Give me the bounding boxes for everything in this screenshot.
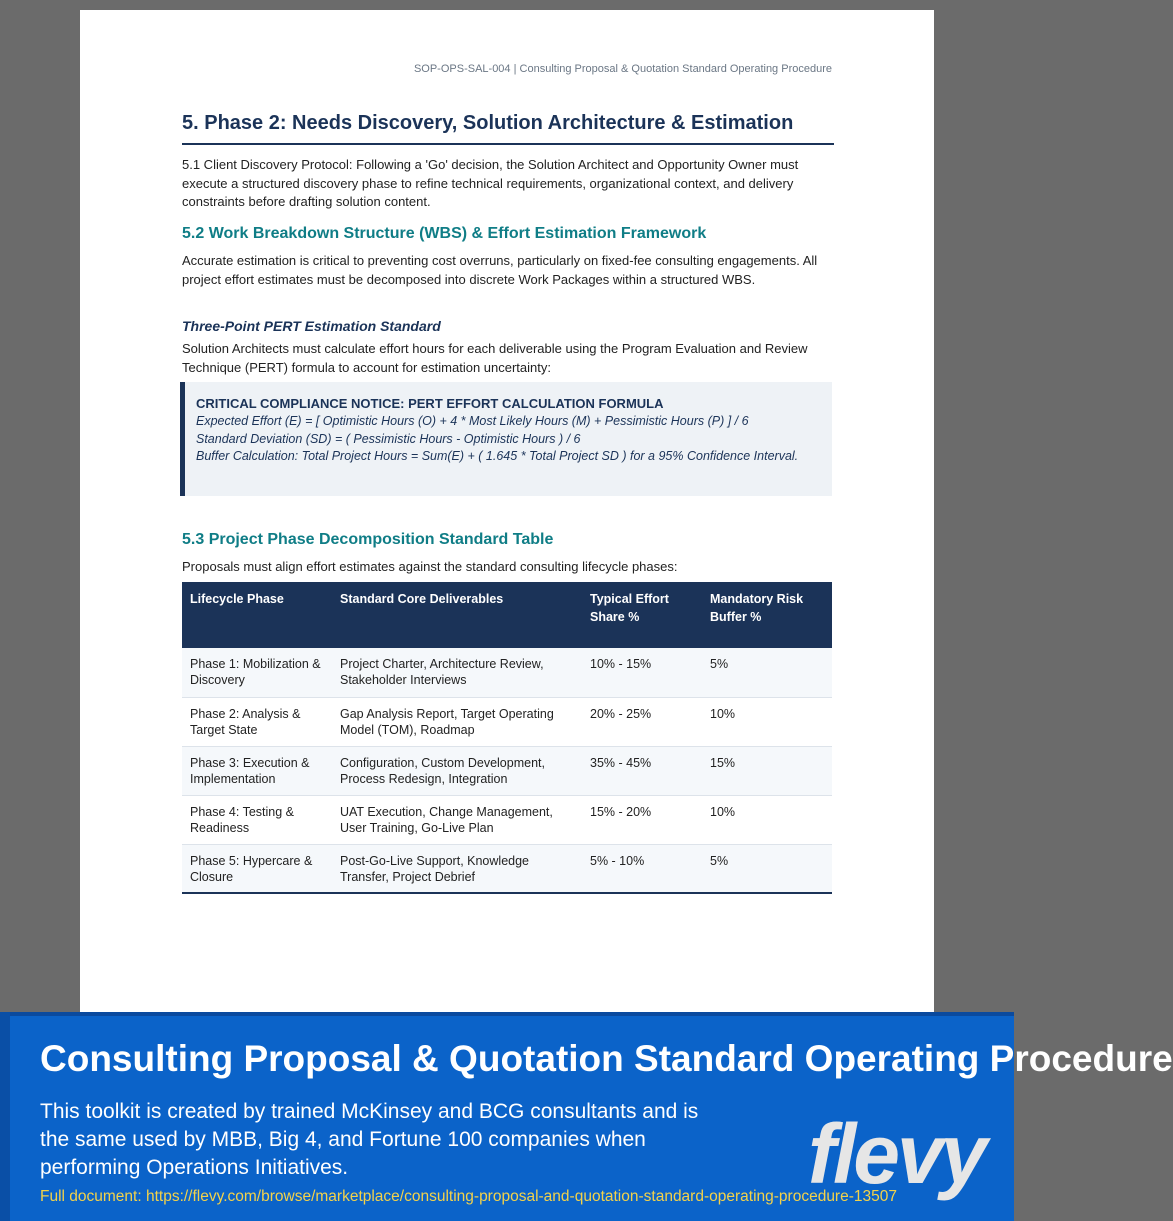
paragraph-5-2: Accurate estimation is critical to preventing cost overruns, particularly on fixed-fee consulting engagements. All project effort estimates must be decomposed into discrete Work Packages within a structured WBS. (182, 253, 818, 287)
cell-effort: 20% - 25% (582, 697, 702, 746)
banner-title: Consulting Proposal & Quotation Standard Operating Procedure (40, 1038, 1173, 1079)
cell-deliverables: Post-Go-Live Support, Knowledge Transfer, Project Debrief (332, 844, 582, 893)
cell-phase: Phase 3: Execution & Implementation (182, 746, 332, 795)
cell-effort: 35% - 45% (582, 746, 702, 795)
heading-5-3: 5.3 Project Phase Decomposition Standard Table (182, 531, 554, 548)
cell-phase: Phase 5: Hypercare & Closure (182, 844, 332, 893)
cell-effort: 15% - 20% (582, 795, 702, 844)
cell-phase: Phase 1: Mobilization & Discovery (182, 648, 332, 697)
banner-divider (0, 1012, 1014, 1016)
full-document-link[interactable]: Full document: https://flevy.com/browse/marketplace/consulting-proposal-and-quotation-standard-operating-procedure-13507 (40, 1188, 897, 1205)
promo-banner (0, 1012, 1173, 1221)
callout-formula-expected: Expected Effort (E) = [ Optimistic Hours (O) + 4 * Most Likely Hours (M) + Pessimistic Hours (P) ] / 6 (196, 414, 749, 428)
paragraph-5-3: Proposals must align effort estimates against the standard consulting lifecycle phases: (182, 559, 678, 574)
header-lifecycle-phase: Lifecycle Phase (182, 582, 332, 648)
document-header: SOP-OPS-SAL-004 | Consulting Proposal & Quotation Standard Operating Procedure (413, 63, 832, 75)
cell-buffer: 5% (702, 844, 832, 893)
table-header-row (182, 582, 832, 648)
callout-title: CRITICAL COMPLIANCE NOTICE: PERT EFFORT CALCULATION FORMULA (196, 396, 664, 411)
table-row (182, 746, 832, 795)
cell-deliverables: Project Charter, Architecture Review, Stakeholder Interviews (332, 648, 582, 697)
header-effort-share: Typical Effort Share % (582, 582, 702, 648)
cell-effort: 5% - 10% (582, 844, 702, 893)
cell-deliverables: UAT Execution, Change Management, User Training, Go-Live Plan (332, 795, 582, 844)
cell-phase: Phase 4: Testing & Readiness (182, 795, 332, 844)
callout-formula-sd: Standard Deviation (SD) = ( Pessimistic Hours - Optimistic Hours ) / 6 (196, 431, 581, 446)
paragraph-5-1: 5.1 Client Discovery Protocol: Following a 'Go' decision, the Solution Architect and Opportunity Owner must execute a structured discovery phase to refine technical requirements, organizational context, and delivery constraints before drafting solution content. (182, 157, 799, 209)
banner-edge (0, 1012, 10, 1221)
heading-5-2: 5.2 Work Breakdown Structure (WBS) & Effort Estimation Framework (182, 225, 707, 242)
table-row (182, 648, 832, 697)
table-row (182, 697, 832, 746)
cell-buffer: 10% (702, 795, 832, 844)
banner-description: This toolkit is created by trained McKinsey and BCG consultants and is the same used by MBB, Big 4, and Fortune 100 companies when performing Operations Initiatives. (40, 1100, 699, 1179)
cell-buffer: 5% (702, 648, 832, 697)
compliance-callout (180, 382, 832, 496)
section-title: 5. Phase 2: Needs Discovery, Solution Architecture & Estimation (182, 112, 834, 145)
cell-phase: Phase 2: Analysis & Target State (182, 697, 332, 746)
callout-formula-buffer: Buffer Calculation: Total Project Hours = Sum(E) + ( 1.645 * Total Project SD ) for a 95% Confidence Interval. (196, 449, 799, 463)
cell-deliverables: Configuration, Custom Development, Process Redesign, Integration (332, 746, 582, 795)
heading-pert: Three-Point PERT Estimation Standard (182, 318, 441, 334)
phase-table (182, 582, 832, 894)
document-page (80, 10, 934, 1016)
cell-deliverables: Gap Analysis Report, Target Operating Model (TOM), Roadmap (332, 697, 582, 746)
cell-effort: 10% - 15% (582, 648, 702, 697)
table-row (182, 844, 832, 893)
flevy-logo: flevy (808, 1107, 985, 1201)
paragraph-pert: Solution Architects must calculate effort hours for each deliverable using the Program Evaluation and Review Technique (PERT) formula to account for estimation uncertainty: (182, 341, 808, 375)
cell-buffer: 15% (702, 746, 832, 795)
cell-buffer: 10% (702, 697, 832, 746)
table-row (182, 795, 832, 844)
header-core-deliverables: Standard Core Deliverables (332, 582, 582, 648)
header-risk-buffer: Mandatory Risk Buffer % (702, 582, 832, 648)
